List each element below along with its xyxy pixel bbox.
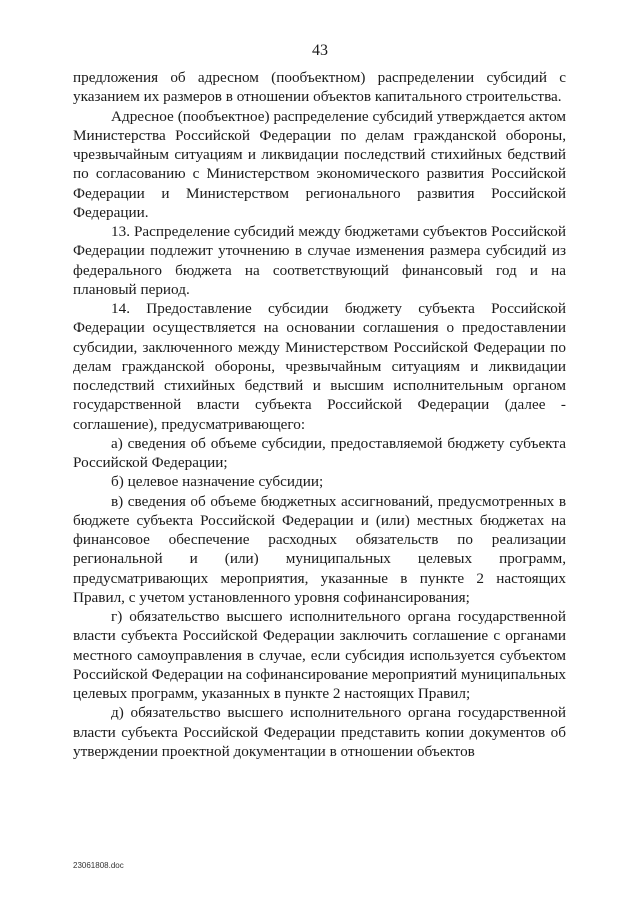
paragraph-subitem-g: г) обязательство высшего исполнительного органа государственной власти субъекта Российской Федерации заключить соглашение с органами местного самоуправления в случае, если субсидия используется субъектом Российской Федерации на софинансирование мероприятий муниципальных целевых программ, указанных в пункте 2 настоящих Правил; xyxy=(73,608,566,702)
paragraph-item-14: 14. Предоставление субсидии бюджету субъекта Российской Федерации осуществляется на основании соглашения о предоставлении субсидии, заключенного между Министерством Российской Федерации по делам гражданской обороны, чрезвычайным ситуациям и ликвидации последствий стихийных бедствий и высшим исполнительным органом государственной власти субъекта Российской Федерации (далее - соглашение), предусматривающего: xyxy=(73,300,566,433)
footer-filename: 23061808.doc xyxy=(73,861,124,870)
paragraph-subitem-d: д) обязательство высшего исполнительного органа государственной власти субъекта Российской Федерации представить копии документов об утверждении проектной документации в отношении объектов xyxy=(73,704,566,760)
paragraph-subitem-v: в) сведения об объеме бюджетных ассигнований, предусмотренных в бюджете субъекта Российской Федерации и (или) местных бюджетах на финансовое обеспечение расходных обязательств по реализации региональной и (или) муниципальных целевых программ, предусматривающих мероприятия, указанные в пункте 2 настоящих Правил, с учетом установленного уровня софинансирования; xyxy=(73,492,566,606)
paragraph-subitem-b: б) целевое назначение субсидии; xyxy=(111,473,324,491)
paragraph-address-distribution: Адресное (пообъектное) распределение субсидий утверждается актом Министерства Российской Федерации по делам гражданской обороны, чрезвычайным ситуациям и ликвидации последствий стихийных бедствий по согласованию с Министерством экономического развития Российской Федерации и Министерством регионального развития Российской Федерации. xyxy=(73,107,566,221)
paragraph-item-13: 13. Распределение субсидий между бюджетами субъектов Российской Федерации подлежит уточнению в случае изменения размера субсидий из федерального бюджета на соответствующий финансовый год и на плановый период. xyxy=(73,223,566,298)
paragraph-proposals-continuation: предложения об адресном (пообъектном) распределении субсидий с указанием их размеров в отношении объектов капитального строительства. xyxy=(73,69,566,106)
paragraph-subitem-a: а) сведения об объеме субсидии, предоставляемой бюджету субъекта Российской Федерации; xyxy=(73,434,566,471)
document-body xyxy=(73,68,566,761)
page-number: 43 xyxy=(312,42,328,59)
